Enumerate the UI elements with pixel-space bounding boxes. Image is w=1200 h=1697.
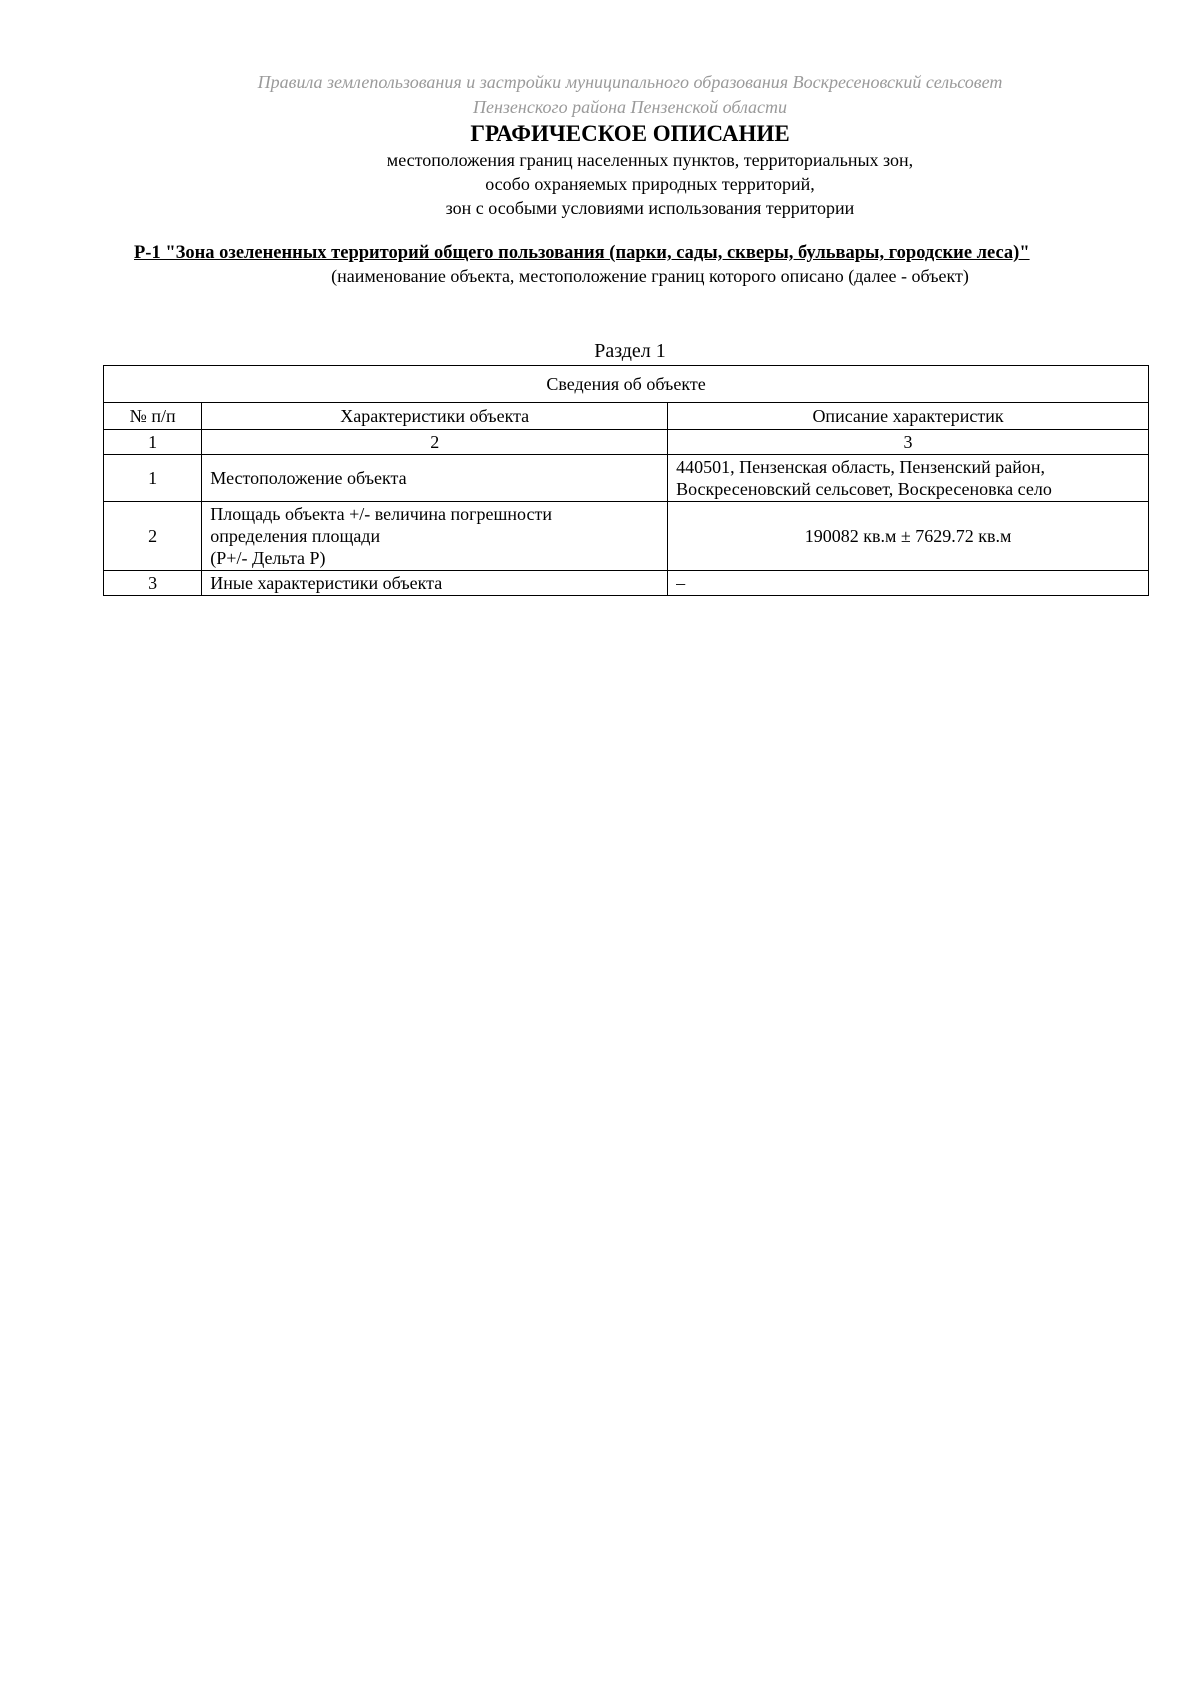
row-number: 1 [104,455,202,502]
document-title: ГРАФИЧЕСКОЕ ОПИСАНИЕ [470,121,790,146]
table-title: Сведения об объекте [104,366,1149,403]
row-number: 2 [104,502,202,571]
row-characteristic [202,502,668,571]
document-header-line-2: Пензенского района Пензенской области [472,97,788,117]
row-description-line: Воскресеновский сельсовет, Воскресеновка село [676,479,1052,499]
row-description [668,502,1149,571]
column-numbers-row [104,430,1149,455]
subtitle-line-3: зон с особыми условиями использования территории [445,198,855,218]
row-characteristic-line: (P+/- Дельта P) [210,548,326,568]
row-description-line: 440501, Пензенская область, Пензенский район, [676,457,1046,477]
subtitle-line-1: местоположения границ населенных пунктов, территориальных зон, [386,150,914,170]
column-number-2: 2 [202,430,668,455]
row-description-line: – [676,573,686,593]
row-description-line: 190082 кв.м ± 7629.72 кв.м [804,526,1012,546]
object-name: Р-1 "Зона озелененных территорий общего пользования (парки, сады, скверы, бульвары, городские леса)" [134,243,1030,263]
object-caption: (наименование объекта, местоположение границ которого описано (далее - объект) [331,266,969,286]
row-characteristic-line: Иные характеристики объекта [210,573,443,593]
document-header-line-1: Правила землепользования и застройки муниципального образования Воскресеновский сельсовет [257,72,1003,92]
table-header-row [104,403,1149,430]
column-number-1: 1 [104,430,202,455]
column-number-3: 3 [668,430,1149,455]
row-description [668,571,1149,596]
row-characteristic-line: Площадь объекта +/- величина погрешности [210,504,552,524]
row-number: 3 [104,571,202,596]
table-title-row [104,366,1149,403]
column-header-characteristic: Характеристики объекта [202,403,668,430]
column-header-description: Описание характеристик [668,403,1149,430]
column-header-number: № п/п [104,403,202,430]
table-row [104,455,1149,502]
row-characteristic-line: Местоположение объекта [210,468,407,488]
table-row [104,571,1149,596]
row-characteristic-line: определения площади [210,526,381,546]
section-title: Раздел 1 [594,340,666,362]
row-description [668,455,1149,502]
object-info-table [103,365,1149,596]
row-characteristic [202,571,668,596]
row-characteristic [202,455,668,502]
subtitle-line-2: особо охраняемых природных территорий, [485,174,815,194]
table-row [104,502,1149,571]
